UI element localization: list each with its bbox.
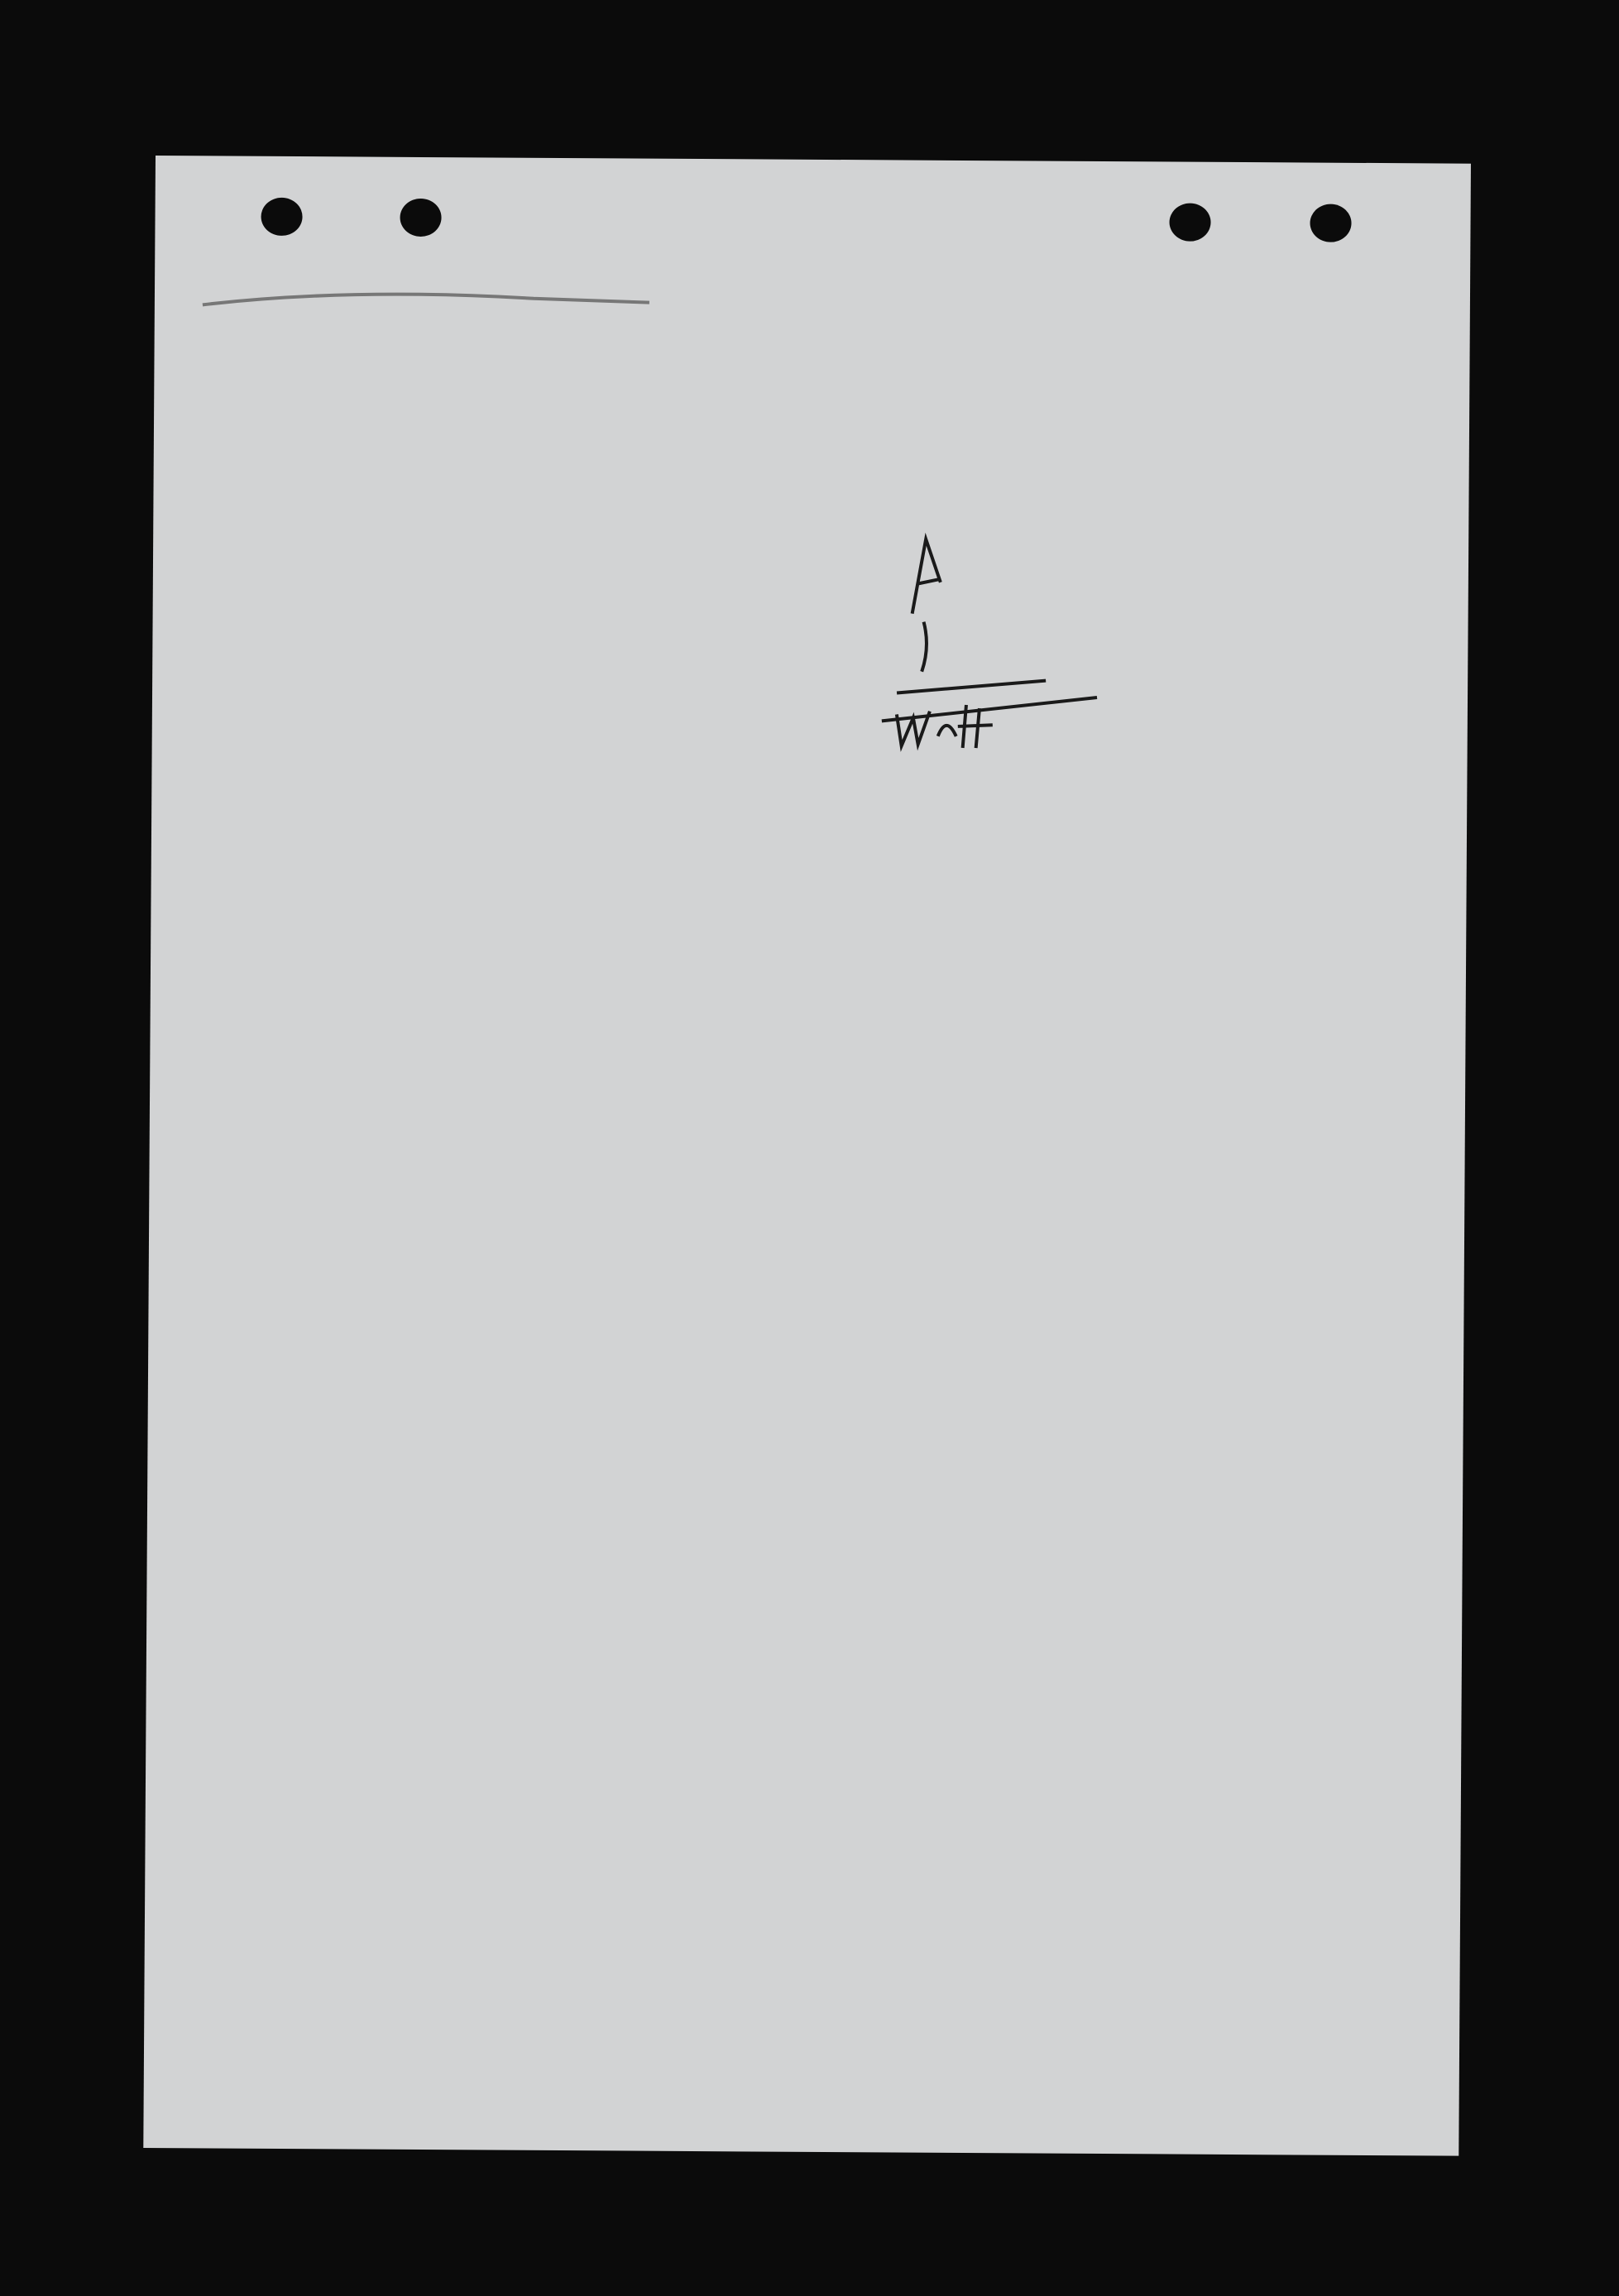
manifest-sheet: [143, 156, 1471, 2156]
manifest-grid: [143, 156, 1471, 2156]
name-column-header: [228, 482, 509, 497]
name-header-line: [228, 482, 509, 497]
handwritten-mark: [864, 530, 1114, 764]
